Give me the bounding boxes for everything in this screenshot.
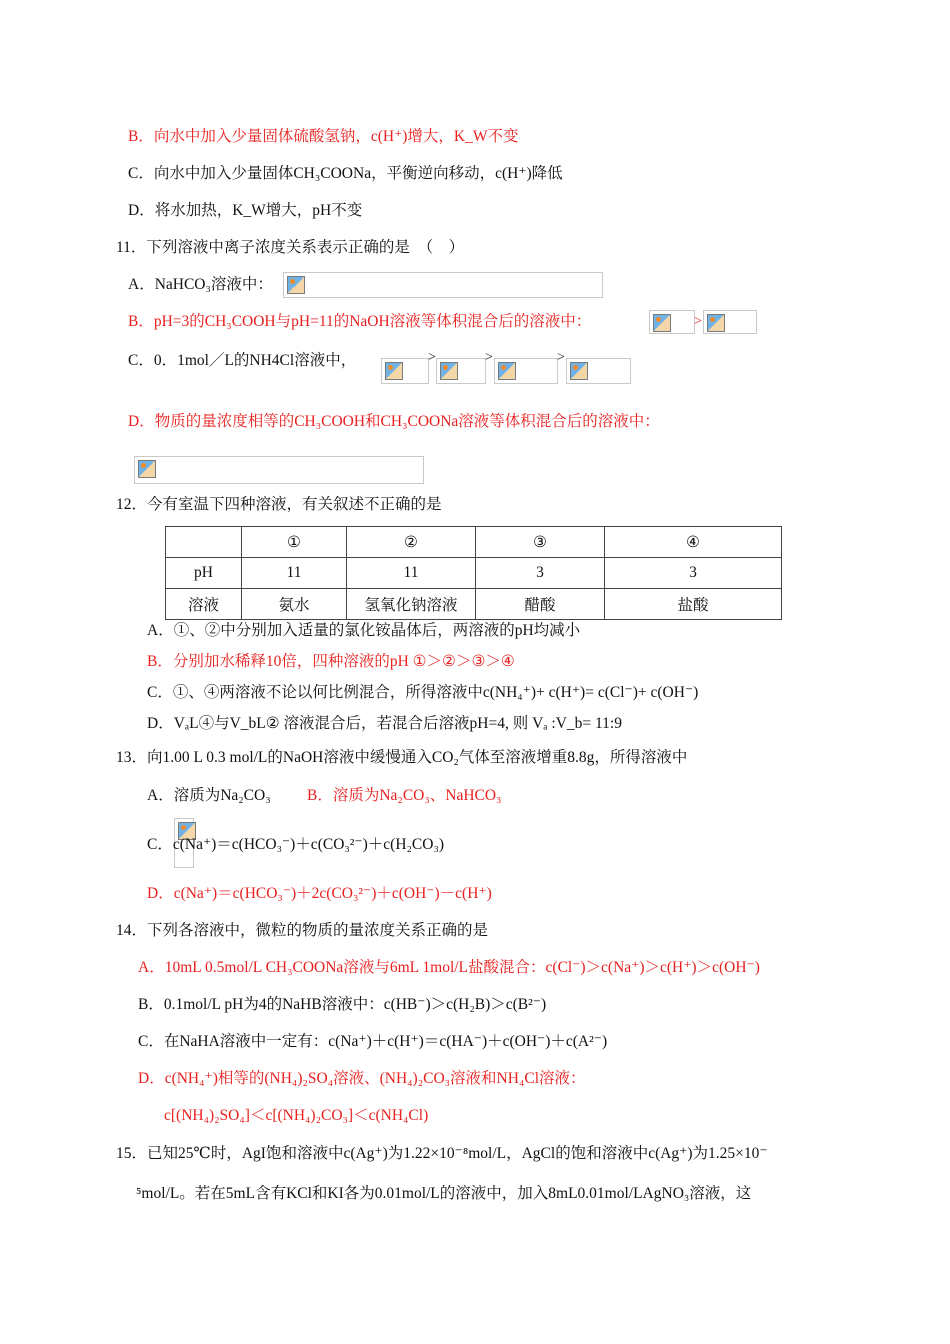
q13-option-a: A．溶质为Na₂CO₃ [147,787,271,804]
q12-option-c: C．①、④两溶液不论以何比例混合，所得溶液中c(NH₄⁺)+ c(H⁺)= c(Cl⁻)+ c(OH⁻) [147,684,699,701]
greater-than-sign: > [557,350,565,365]
image-icon [138,460,156,478]
q14-option-c: C．在NaHA溶液中一定有：c(Na⁺)＋c(H⁺)＝c(HA⁻)＋c(OH⁻)＋c(A²⁻) [138,1033,608,1050]
image-icon [498,362,516,380]
q10-option-d: D．将水加热，K_W增大，pH不变 [128,202,363,219]
q14-option-d: D．c(NH₄⁺)相等的(NH₄)₂SO₄溶液、(NH₄)₂CO₃溶液和NH₄Cl溶液： [138,1070,586,1087]
greater-than-sign: > [485,350,493,365]
table-row [166,589,782,620]
q10-option-b: B．向水中加入少量固体硫酸氢钠，c(H⁺)增大，K_W不变 [128,128,519,145]
table-cell: pH [166,558,242,589]
table-cell: 11 [242,558,347,589]
solutions-table [165,526,782,620]
image-icon [653,314,671,332]
formula-image-placeholder [566,358,631,384]
q12-option-a: A．①、②中分别加入适量的氯化铵晶体后，两溶液的pH均减小 [147,622,581,639]
greater-than-sign: > [428,350,436,365]
q11-option-d: D．物质的量浓度相等的CH₃COOH和CH₃COONa溶液等体积混合后的溶液中： [128,413,660,430]
image-icon [287,276,305,294]
q12-option-d: D．VₐL④与V_bL② 溶液混合后，若混合后溶液pH=4, 则 Vₐ :V_b= 11:9 [147,715,622,732]
q15-stem: 15．已知25℃时，AgI饱和溶液中c(Ag⁺)为1.22×10⁻⁸mol/L，AgCl的饱和溶液中c(Ag⁺)为1.25×10⁻ [116,1145,768,1162]
q10-option-c: C．向水中加入少量固体CH₃COONa，平衡逆向移动，c(H⁺)降低 [128,165,563,182]
table-cell: 11 [347,558,476,589]
table-cell: 3 [605,558,782,589]
table-cell: 盐酸 [605,589,782,620]
formula-image-placeholder [134,456,424,484]
q14-option-b: B．0.1mol/L pH为4的NaHB溶液中：c(HB⁻)＞c(H₂B)＞c(B²⁻) [138,996,547,1013]
q12-option-b: B．分别加水稀释10倍，四种溶液的pH ①＞②＞③＞④ [147,653,515,670]
q11-option-a: A．NaHCO₃溶液中： [128,276,273,293]
formula-image-placeholder [381,358,429,384]
q13-option-d: D．c(Na⁺)＝c(HCO₃⁻)＋2c(CO₃²⁻)＋c(OH⁻)－c(H⁺) [147,885,492,902]
q13-option-c: C．c(Na⁺)＝c(HCO₃⁻)＋c(CO₃²⁻)＋c(H₂CO₃) [147,836,445,853]
formula-image-placeholder [703,310,757,334]
q14-option-a: A．10mL 0.5mol/L CH₃COONa溶液与6mL 1mol/L盐酸混合：c(Cl⁻)＞c(Na⁺)＞c(H⁺)＞c(OH⁻) [138,959,760,976]
q14-option-d-continued: c[(NH₄)₂SO₄]＜c[(NH₄)₂CO₃]＜c(NH₄Cl) [164,1107,429,1124]
q12-stem: 12．今有室温下四种溶液，有关叙述不正确的是 [116,496,442,513]
image-icon [707,314,725,332]
greater-than-sign: > [694,314,702,329]
image-icon [385,362,403,380]
table-cell: 溶液 [166,589,242,620]
q11-option-c: C．0．1mol／L的NH4Cl溶液中， [128,352,357,369]
image-icon [440,362,458,380]
table-cell: 氢氧化钠溶液 [347,589,476,620]
q11-stem: 11．下列溶液中离子浓度关系表示正确的是 （ ） [116,239,465,256]
q14-stem: 14．下列各溶液中，微粒的物质的量浓度关系正确的是 [116,922,489,939]
image-icon [570,362,588,380]
table-header-row [166,527,782,558]
formula-image-placeholder [649,310,695,334]
table-cell: ④ [605,527,782,558]
q15-stem-continued: ⁵mol/L。若在5mL含有KCl和KI各为0.01mol/L的溶液中，加入8mL0.01mol/LAgNO₃溶液，这 [136,1185,752,1202]
table-cell: 氨水 [242,589,347,620]
q13-option-b: B．溶质为Na₂CO₃、NaHCO₃ [307,787,502,804]
q13-stem: 13．向1.00 L 0.3 mol/L的NaOH溶液中缓慢通入CO₂气体至溶液增重8.8g，所得溶液中 [116,749,688,766]
formula-image-placeholder [436,358,486,384]
table-cell: ② [347,527,476,558]
formula-image-placeholder [283,272,603,298]
formula-image-placeholder [494,358,558,384]
table-cell [166,527,242,558]
table-cell: 3 [476,558,605,589]
table-cell: 醋酸 [476,589,605,620]
table-cell: ③ [476,527,605,558]
table-cell: ① [242,527,347,558]
table-row [166,558,782,589]
q11-option-b: B．pH=3的CH₃COOH与pH=11的NaOH溶液等体积混合后的溶液中： [128,313,592,330]
